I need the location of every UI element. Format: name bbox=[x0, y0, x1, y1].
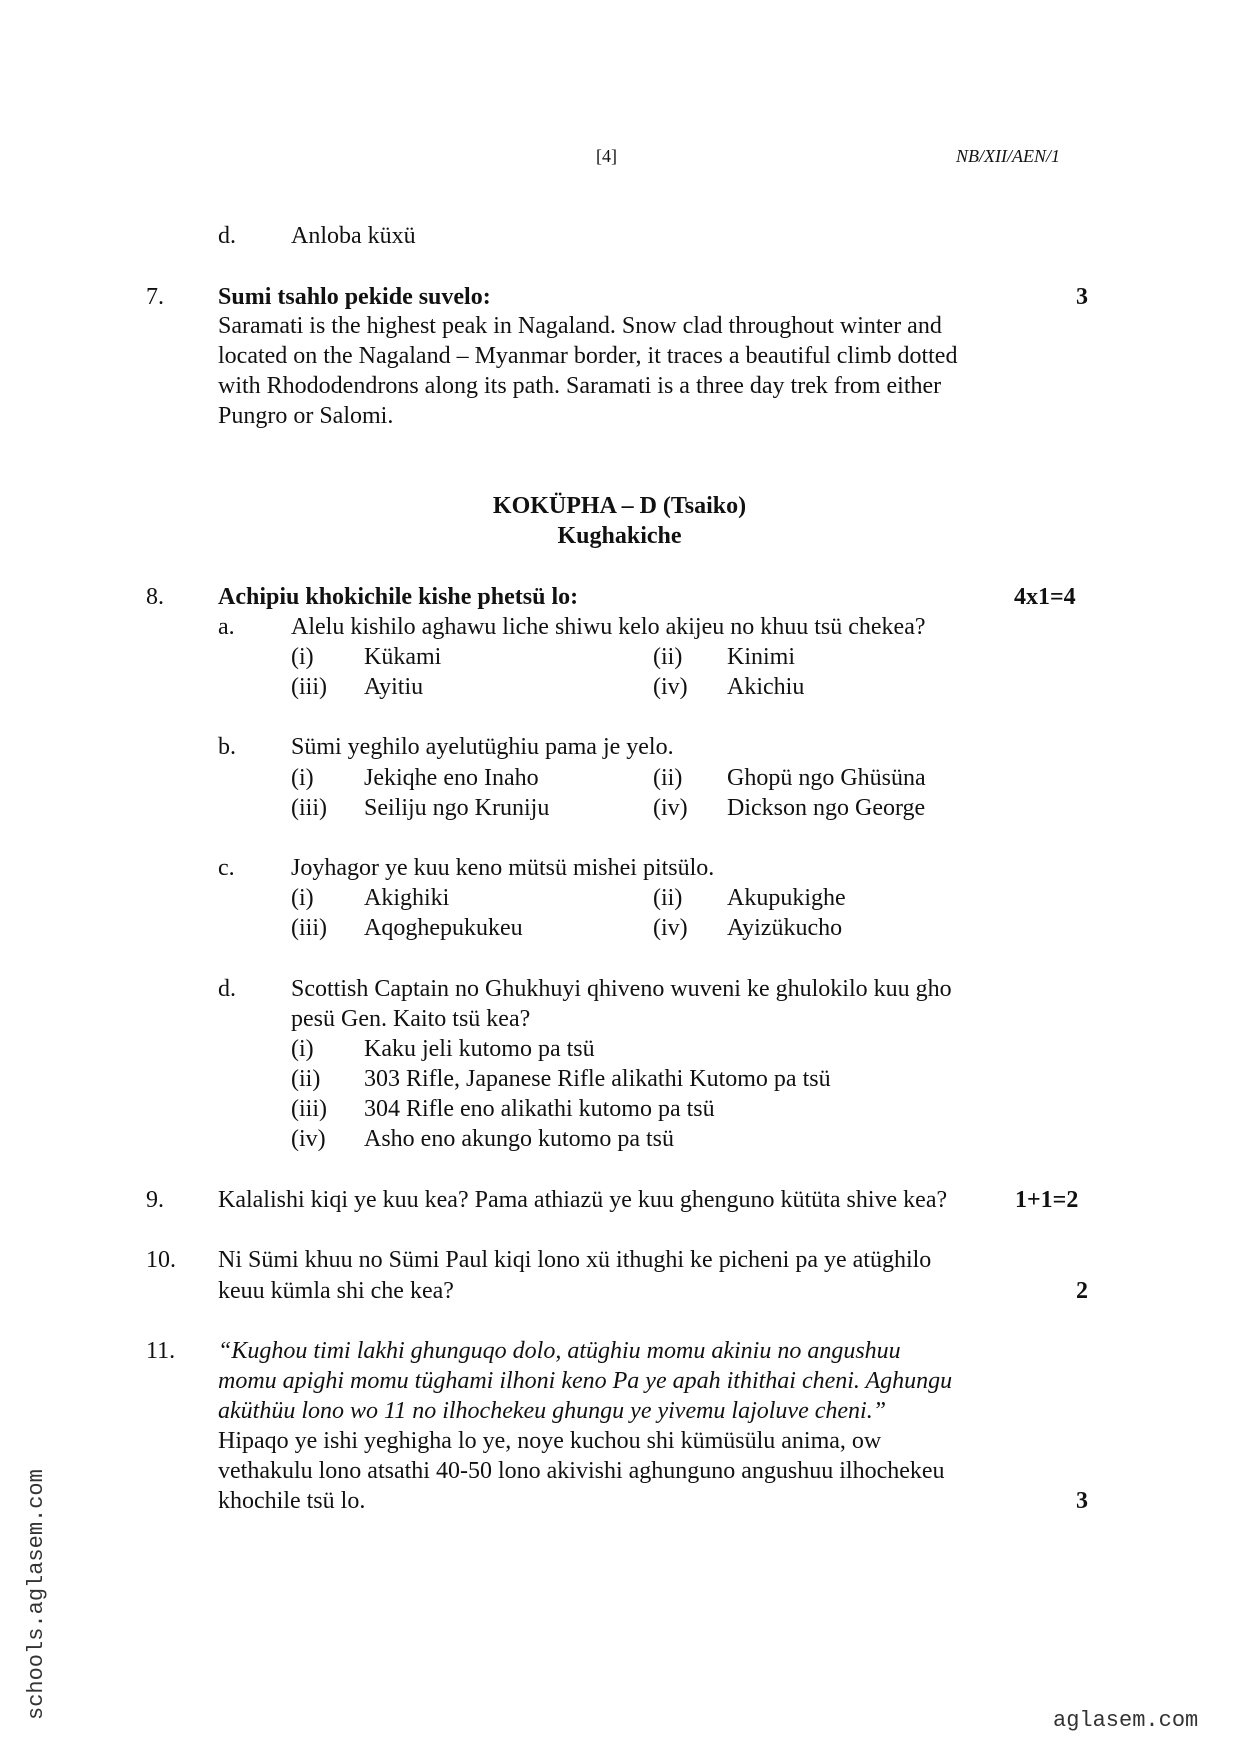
sub-question-label: d. bbox=[218, 976, 236, 1002]
option-text: Aqoghepukukeu bbox=[364, 915, 523, 941]
option-number: (ii) bbox=[291, 1066, 321, 1092]
sub-question-text: Joyhagor ye kuu keno mütsü mishei pitsülo. bbox=[291, 855, 715, 881]
option-text: Ghopü ngo Ghüsüna bbox=[727, 765, 926, 791]
question-marks: 3 bbox=[1076, 1488, 1088, 1514]
option-text: Jekiqhe eno Inaho bbox=[364, 765, 539, 791]
page-number: [4] bbox=[596, 146, 617, 166]
option-text: Kaku jeli kutomo pa tsü bbox=[364, 1036, 595, 1062]
option-number: (ii) bbox=[653, 765, 683, 791]
question-marks: 4x1=4 bbox=[1014, 584, 1076, 610]
bottom-watermark: aglasem.com bbox=[1053, 1708, 1199, 1733]
passage-line: with Rhododendrons along its path. Saramati is a three day trek from either bbox=[218, 373, 942, 399]
quote-line: momu apighi momu tüghami ilhoni keno Pa ye apah ithithai cheni. Aghungu bbox=[218, 1368, 953, 1394]
option-text: 303 Rifle, Japanese Rifle alikathi Kutomo pa tsü bbox=[364, 1066, 831, 1092]
option-text: Ayitiu bbox=[364, 674, 424, 700]
question-text: Kalalishi kiqi ye kuu kea? Pama athiazü ye kuu ghenguno kütüta shive kea? bbox=[218, 1187, 948, 1213]
q6-option-d-label: d. bbox=[218, 223, 236, 249]
passage-line: Pungro or Salomi. bbox=[218, 403, 394, 429]
question-number: 10. bbox=[146, 1247, 176, 1273]
sub-question-text: Sümi yeghilo ayelutüghiu pama je yelo. bbox=[291, 734, 674, 760]
question-marks: 3 bbox=[1076, 284, 1088, 310]
option-number: (iii) bbox=[291, 915, 327, 941]
question-number: 7. bbox=[146, 284, 164, 310]
sub-question-label: a. bbox=[218, 614, 235, 640]
question-text: keuu kümla shi che kea? bbox=[218, 1278, 454, 1304]
option-number: (iv) bbox=[653, 795, 688, 821]
option-text: Akichiu bbox=[727, 674, 805, 700]
option-text: Kükami bbox=[364, 644, 442, 670]
option-number: (ii) bbox=[653, 885, 683, 911]
paper-code: NB/XII/AEN/1 bbox=[956, 146, 1060, 166]
option-text: Ayizükucho bbox=[727, 915, 843, 941]
sub-question-text: Scottish Captain no Ghukhuyi qhiveno wuveni ke ghulokilo kuu gho bbox=[291, 976, 952, 1002]
option-number: (iv) bbox=[653, 674, 688, 700]
quote-line: aküthüu lono wo 11 no ilhochekeu ghungu ye yivemu lajoluve cheni.” bbox=[218, 1398, 887, 1424]
option-text: Akupukighe bbox=[727, 885, 846, 911]
option-number: (i) bbox=[291, 885, 314, 911]
option-text: Dickson ngo George bbox=[727, 795, 926, 821]
question-title: Achipiu khokichile kishe phetsü lo: bbox=[218, 584, 579, 610]
question-number: 8. bbox=[146, 584, 164, 610]
option-number: (i) bbox=[291, 644, 314, 670]
option-text: Kinimi bbox=[727, 644, 796, 670]
question-marks: 1+1=2 bbox=[1015, 1187, 1079, 1213]
option-number: (iii) bbox=[291, 674, 327, 700]
question-number: 11. bbox=[146, 1338, 176, 1364]
question-marks: 2 bbox=[1076, 1278, 1088, 1304]
option-number: (iv) bbox=[653, 915, 688, 941]
option-text: Akighiki bbox=[364, 885, 450, 911]
sub-question-text: Alelu kishilo aghawu liche shiwu kelo akijeu no khuu tsü chekea? bbox=[291, 614, 926, 640]
option-text: Asho eno akungo kutomo pa tsü bbox=[364, 1126, 674, 1152]
option-text: Seiliju ngo Kruniju bbox=[364, 795, 550, 821]
option-number: (ii) bbox=[653, 644, 683, 670]
side-watermark: schools.aglasem.com bbox=[24, 1469, 49, 1720]
sub-question-label: c. bbox=[218, 855, 235, 881]
option-text: 304 Rifle eno alikathi kutomo pa tsü bbox=[364, 1096, 715, 1122]
section-title: KOKÜPHA – D (Tsaiko) bbox=[492, 493, 747, 519]
passage-line: Saramati is the highest peak in Nagaland. Snow clad throughout winter and bbox=[218, 313, 942, 339]
sub-question-text: pesü Gen. Kaito tsü kea? bbox=[291, 1006, 531, 1032]
option-number: (iv) bbox=[291, 1126, 326, 1152]
q6-option-d-text: Anloba küxü bbox=[291, 223, 416, 249]
question-text: Ni Sümi khuu no Sümi Paul kiqi lono xü ithughi ke picheni pa ye atüghilo bbox=[218, 1247, 932, 1273]
question-title: Sumi tsahlo pekide suvelo: bbox=[218, 284, 491, 310]
quote-line: “Kughou timi lakhi ghunguqo dolo, atüghiu momu akiniu no angushuu bbox=[218, 1338, 901, 1364]
option-number: (i) bbox=[291, 765, 314, 791]
sub-question-label: b. bbox=[218, 734, 236, 760]
option-number: (i) bbox=[291, 1036, 314, 1062]
question-text: khochile tsü lo. bbox=[218, 1488, 366, 1514]
question-number: 9. bbox=[146, 1187, 164, 1213]
question-text: vethakulu lono atsathi 40-50 lono akivishi aghunguno angushuu ilhochekeu bbox=[218, 1458, 945, 1484]
option-number: (iii) bbox=[291, 1096, 327, 1122]
passage-line: located on the Nagaland – Myanmar border, it traces a beautiful climb dotted bbox=[218, 343, 958, 369]
question-text: Hipaqo ye ishi yeghigha lo ye, noye kuchou shi kümüsülu anima, ow bbox=[218, 1428, 882, 1454]
section-subtitle: Kughakiche bbox=[557, 523, 682, 549]
option-number: (iii) bbox=[291, 795, 327, 821]
